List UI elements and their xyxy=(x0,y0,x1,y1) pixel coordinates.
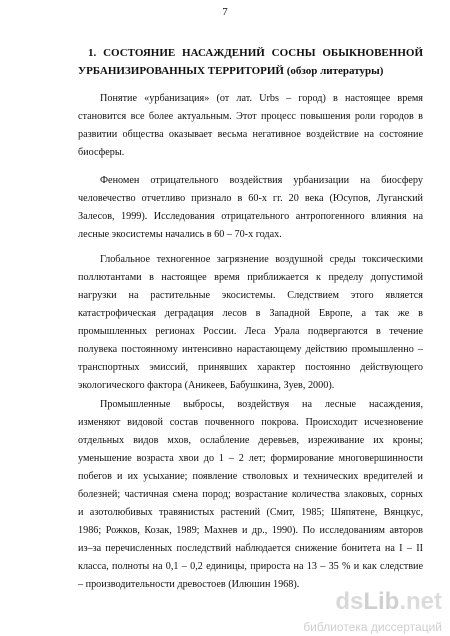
text-line: болезней; частичная смена пород; возрастание количества злаковых, сорных xyxy=(78,489,423,500)
text-line: и азотолюбивых травянистых растений (Смит, 1985; Шяпятене, Вянцкус, xyxy=(78,507,423,518)
page-number: 7 xyxy=(222,6,228,18)
section-heading xyxy=(78,44,423,80)
text-line: катастрофическая деградация лесов в Западной Европе, а так же в xyxy=(78,308,423,319)
paragraph-emissions xyxy=(78,396,423,594)
text-line: экологического фактора (Аникеев, Бабушкина, Зуев, 2000). xyxy=(78,380,335,391)
text-line: Промышленные выбросы, воздействуя на лесные насаждения, xyxy=(100,399,423,410)
text-line: нагрузки на растительные экосистемы. Следствием этого является xyxy=(78,290,423,301)
text-line: биосферы. xyxy=(78,147,125,158)
text-line: лесные экосистемы начались в 60 – 70-х годах. xyxy=(78,229,282,240)
logo-ds: ds xyxy=(335,588,364,615)
dslib-logo xyxy=(335,590,442,614)
text-line: промышленных регионах России. Леса Урала подвергаются в течение xyxy=(78,326,423,337)
text-line: уменьшение возраста хвои до 1 – 2 лет; формирование многовершинности xyxy=(78,453,423,464)
text-line: отдельных видов мхов, ослабление деревьев, изреживание их кроны; xyxy=(78,435,423,446)
text-line: изменяют видовой состав почвенного покрова. Происходит исчезновение xyxy=(78,417,423,428)
text-line: Глобальное техногенное загрязнение воздушной среды токсическими xyxy=(100,254,423,265)
text-line: Феномен отрицательного воздействия урбанизации на биосферу xyxy=(100,175,423,186)
text-line: – производительности древостоев (Илюшин 1968). xyxy=(78,579,300,590)
logo-lib: Lib xyxy=(363,588,400,615)
text-line: развитии общества оказывает весьма негативное воздействие на состояние xyxy=(78,129,423,140)
text-line: класса, полноты на 0,1 – 0,2 единицы, прироста на 13 – 35 % и как следствие xyxy=(78,561,423,572)
text-line: транспортных эмиссий, принявших характер постоянно действующего xyxy=(78,362,423,373)
heading-line-1: 1. СОСТОЯНИЕ НАСАЖДЕНИЙ СОСНЫ ОБЫКНОВЕННОЙ xyxy=(88,47,423,59)
text-line: становится все более актуальным. Этот процесс повышения роли городов в xyxy=(78,111,423,122)
text-line: побегов и их усыхание; появление стволовых и технических вредителей и xyxy=(78,471,423,482)
watermark-subtitle: библиотека диссертаций xyxy=(303,620,442,634)
heading-line-2: УРБАНИЗИРОВАННЫХ ТЕРРИТОРИЙ (обзор литературы) xyxy=(78,65,384,77)
logo-net: .net xyxy=(399,588,442,615)
text-line: 1986; Рожков, Козак, 1989; Махнев и др., 1990). По исследованиям авторов xyxy=(78,525,423,536)
text-line: Залесов, 1999). Исследования отрицательного антропогенного влияния на xyxy=(78,211,423,222)
paragraph-pollution xyxy=(78,251,423,395)
text-line: человечество отчетливо признало в 60-х гг. 20 века (Юсупов, Луганский xyxy=(78,193,423,204)
paragraph-urbanization xyxy=(78,90,423,162)
paragraph-phenomenon xyxy=(78,172,423,244)
text-line: из–за перечисленных последствий наблюдается снижение бонитета на I – II xyxy=(78,543,423,554)
text-line: поллютантами в настоящее время приближается к пределу допустимой xyxy=(78,272,423,283)
text-line: полувека постоянному интенсивно нарастающему действию промышленно – xyxy=(78,344,423,355)
text-line: Понятие «урбанизация» (от лат. Urbs – город) в настоящее время xyxy=(100,93,423,104)
dslib-watermark xyxy=(277,590,442,632)
